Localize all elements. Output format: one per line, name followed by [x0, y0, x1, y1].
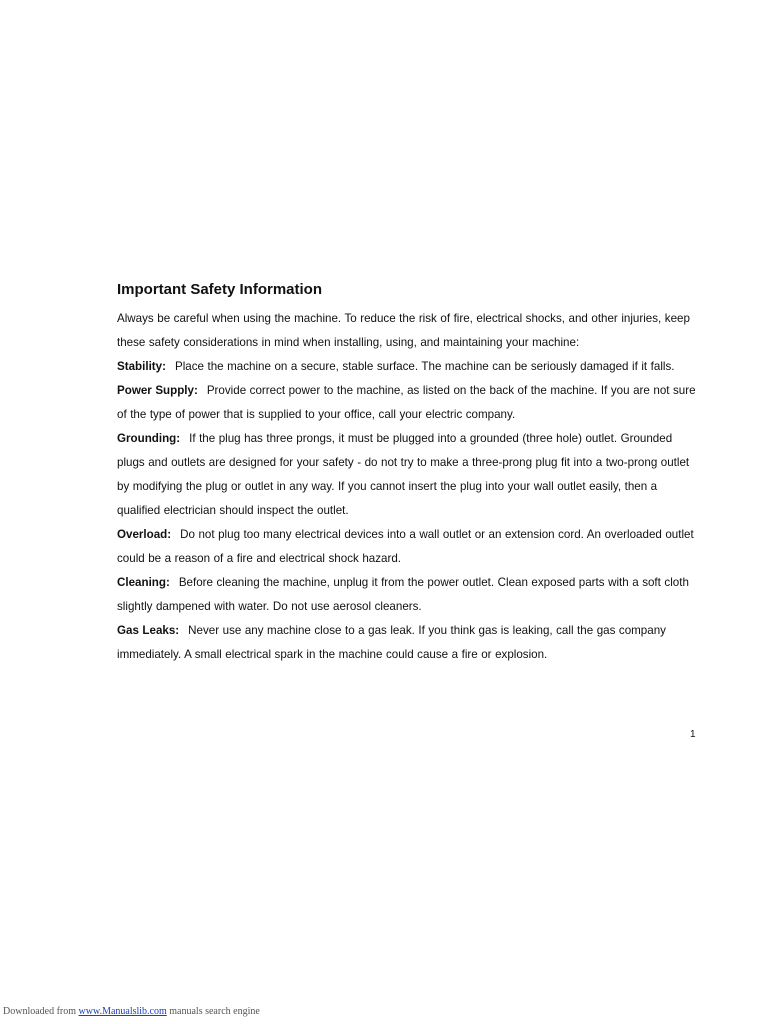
safety-item-label: Power Supply: [117, 384, 198, 397]
safety-item-text: Provide correct power to the machine, as listed on the back of the machine. If you are not sure of the type of power that is supplied to your office, call your electric company. [117, 384, 696, 421]
safety-item-label: Overload: [117, 528, 172, 541]
footer-prefix: Downloaded from [3, 1006, 79, 1017]
page-title: Important Safety Information [117, 281, 323, 298]
manualslib-link[interactable]: www.Manualslib.com [78, 1006, 167, 1017]
safety-item-label: Grounding: [117, 432, 181, 445]
safety-item-gas-leaks [117, 619, 702, 667]
safety-item-text: Do not plug too many electrical devices into a wall outlet or an extension cord. An overloaded outlet could be a reason of a fire and electrical shock hazard. [117, 528, 694, 565]
footer-suffix: manuals search engine [166, 1006, 260, 1017]
download-footer [3, 1006, 260, 1018]
safety-item-text: Before cleaning the machine, unplug it from the power outlet. Clean exposed parts with a soft cloth slightly dampened with water. Do not use aerosol cleaners. [117, 576, 689, 613]
safety-item-text: Never use any machine close to a gas leak. If you think gas is leaking, call the gas company immediately. A small electrical spark in the machine could cause a fire or explosion. [117, 624, 666, 661]
safety-item-label: Gas Leaks: [117, 624, 180, 637]
safety-item-text: If the plug has three prongs, it must be plugged into a grounded (three hole) outlet. Grounded plugs and outlets are designed for your safety - do not try to make a three-prong plug fit into a two-prong outlet by modifying the plug or outlet in any way. If you cannot insert the plug into your wall outlet easily, then a qualified electrician should inspect the outlet. [117, 432, 690, 517]
safety-item-label: Cleaning: [117, 576, 170, 589]
document-body [117, 279, 702, 667]
safety-item-power-supply [117, 379, 702, 427]
page-number: 1 [690, 729, 696, 740]
intro-paragraph: Always be careful when using the machine. To reduce the risk of fire, electrical shocks, and other injuries, keep these safety considerations in mind when installing, using, and maintaining your machine: [117, 312, 690, 349]
safety-item-text: Place the machine on a secure, stable surface. The machine can be seriously damaged if it falls. [174, 360, 675, 373]
safety-item-overload [117, 523, 702, 571]
safety-item-cleaning [117, 571, 702, 619]
safety-item-stability [117, 355, 702, 379]
safety-item-label: Stability: [117, 360, 166, 373]
safety-item-grounding [117, 427, 702, 523]
